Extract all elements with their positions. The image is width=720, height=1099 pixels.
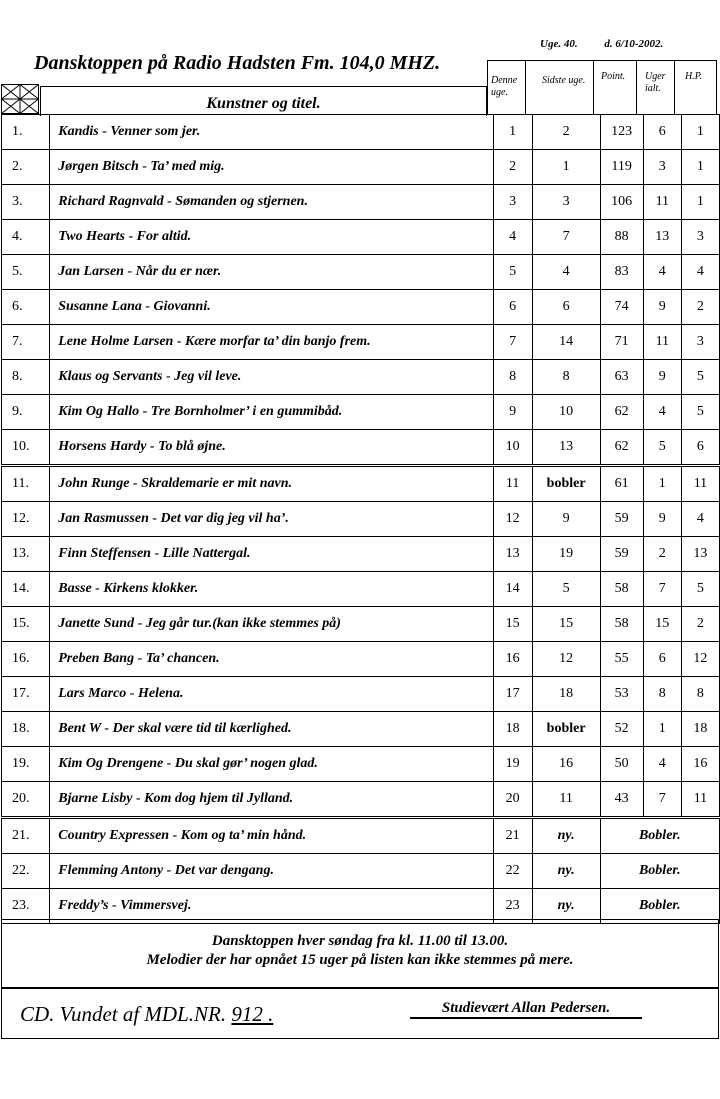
points: 58 [600, 607, 643, 642]
points: 74 [600, 290, 643, 325]
this-week: 11 [493, 466, 532, 502]
week-number: Uge. 40. [540, 38, 578, 50]
last-week: 11 [532, 782, 600, 818]
points: 62 [600, 395, 643, 430]
artist-title: Two Hearts - For altid. [50, 220, 493, 255]
rank-number: 11. [2, 466, 50, 502]
artist-title: Finn Steffensen - Lille Nattergal. [50, 537, 493, 572]
last-week: ny. [532, 854, 600, 889]
rule-info: Melodier der har opnået 15 uger på listen kan ikke stemmes på mere. [146, 952, 574, 968]
weeks-total: 2 [643, 537, 681, 572]
last-week: bobler [532, 466, 600, 502]
highest-position: 6 [681, 430, 719, 466]
rank-number: 21. [2, 818, 50, 854]
weeks-total: 11 [643, 185, 681, 220]
this-week: 20 [493, 782, 532, 818]
last-week: 18 [532, 677, 600, 712]
weeks-total: 6 [643, 115, 681, 150]
weeks-total: 1 [643, 466, 681, 502]
last-week: bobler [532, 712, 600, 747]
table-row [2, 747, 720, 782]
table-row [2, 572, 720, 607]
highest-position: 16 [681, 747, 719, 782]
last-week: 2 [532, 115, 600, 150]
last-week: 3 [532, 185, 600, 220]
weeks-total: 8 [643, 677, 681, 712]
points: 53 [600, 677, 643, 712]
weeks-total: 6 [643, 642, 681, 677]
broadcast-info: Dansktoppen hver søndag fra kl. 11.00 til 13.00. [211, 933, 509, 949]
highest-position: 5 [681, 360, 719, 395]
cd-winner-label: CD. Vundet af MDL.NR. [20, 1002, 227, 1026]
artist-title: Bjarne Lisby - Kom dog hjem til Jylland. [50, 782, 493, 818]
table-row [2, 642, 720, 677]
weeks-total: 4 [643, 395, 681, 430]
chart-rows [2, 115, 720, 924]
weeks-total: 4 [643, 747, 681, 782]
artist-title: Susanne Lana - Giovanni. [50, 290, 493, 325]
week-info [540, 38, 687, 50]
points: 88 [600, 220, 643, 255]
last-week: 14 [532, 325, 600, 360]
weeks-total: 9 [643, 290, 681, 325]
table-row [2, 466, 720, 502]
last-week: 4 [532, 255, 600, 290]
highest-position: 2 [681, 290, 719, 325]
table-row [2, 537, 720, 572]
artist-title: Flemming Antony - Det var dengang. [50, 854, 493, 889]
points: 43 [600, 782, 643, 818]
table-row [2, 290, 720, 325]
artist-title: John Runge - Skraldemarie er mit navn. [50, 466, 493, 502]
table-row [2, 115, 720, 150]
artist-title: Kim Og Hallo - Tre Bornholmer’ i en gummibåd. [50, 395, 493, 430]
weeks-total: 3 [643, 150, 681, 185]
col-hp: H.P. [675, 60, 717, 114]
winner-number: 912 . [231, 1002, 274, 1026]
rank-number: 20. [2, 782, 50, 818]
cd-winner-box [1, 987, 719, 1039]
points: 58 [600, 572, 643, 607]
weeks-total: 15 [643, 607, 681, 642]
info-box [1, 919, 719, 989]
artist-title: Jørgen Bitsch - Ta’ med mig. [50, 150, 493, 185]
this-week: 1 [493, 115, 532, 150]
artist-title: Jan Rasmussen - Det var dig jeg vil ha’. [50, 502, 493, 537]
this-week: 17 [493, 677, 532, 712]
highest-position: 2 [681, 607, 719, 642]
highest-position: 3 [681, 325, 719, 360]
this-week: 9 [493, 395, 532, 430]
weeks-total: 9 [643, 502, 681, 537]
rank-number: 5. [2, 255, 50, 290]
col-sidste-uge: Sidste uge. [526, 60, 594, 114]
artist-title: Jan Larsen - Når du er nær. [50, 255, 493, 290]
artist-title: Richard Ragnvald - Sømanden og stjernen. [50, 185, 493, 220]
highest-position: 5 [681, 572, 719, 607]
table-row [2, 430, 720, 466]
table-row [2, 360, 720, 395]
points: 59 [600, 537, 643, 572]
rank-number: 3. [2, 185, 50, 220]
chart-table [1, 114, 720, 924]
table-row [2, 502, 720, 537]
highest-position: 13 [681, 537, 719, 572]
this-week: 10 [493, 430, 532, 466]
points: 55 [600, 642, 643, 677]
table-row [2, 150, 720, 185]
this-week: 7 [493, 325, 532, 360]
this-week: 16 [493, 642, 532, 677]
artist-title: Klaus og Servants - Jeg vil leve. [50, 360, 493, 395]
artist-column-header: Kunstner og titel. [40, 86, 487, 116]
points: 123 [600, 115, 643, 150]
this-week: 3 [493, 185, 532, 220]
last-week: 15 [532, 607, 600, 642]
rank-number: 4. [2, 220, 50, 255]
this-week: 12 [493, 502, 532, 537]
last-week: 16 [532, 747, 600, 782]
points: 50 [600, 747, 643, 782]
table-row [2, 220, 720, 255]
last-week: 6 [532, 290, 600, 325]
weeks-total: 1 [643, 712, 681, 747]
crossed-header-cell [1, 84, 39, 114]
points: 119 [600, 150, 643, 185]
this-week: 14 [493, 572, 532, 607]
cd-winner-text [20, 1002, 273, 1027]
artist-title: Freddy’s - Vimmersvej. [50, 889, 493, 924]
highest-position: 1 [681, 115, 719, 150]
last-week: 5 [532, 572, 600, 607]
weeks-total: 7 [643, 572, 681, 607]
bubble-row [2, 854, 720, 889]
studio-host: Studievært Allan Pedersen. [410, 1000, 642, 1019]
rank-number: 18. [2, 712, 50, 747]
rank-number: 7. [2, 325, 50, 360]
page-title: Dansktoppen på Radio Hadsten Fm. 104,0 MHZ. [34, 52, 441, 74]
artist-title: Preben Bang - Ta’ chancen. [50, 642, 493, 677]
rank-number: 17. [2, 677, 50, 712]
last-week: 8 [532, 360, 600, 395]
rank-number: 22. [2, 854, 50, 889]
rank-number: 23. [2, 889, 50, 924]
rank-number: 13. [2, 537, 50, 572]
table-row [2, 712, 720, 747]
weeks-total: 4 [643, 255, 681, 290]
last-week: ny. [532, 818, 600, 854]
highest-position: 5 [681, 395, 719, 430]
highest-position: 11 [681, 466, 719, 502]
rank-number: 19. [2, 747, 50, 782]
col-uger-ialt: Uger ialt. [637, 60, 675, 114]
rank-number: 2. [2, 150, 50, 185]
artist-title: Country Expressen - Kom og ta’ min hånd. [50, 818, 493, 854]
points: 63 [600, 360, 643, 395]
weeks-total: 5 [643, 430, 681, 466]
this-week: 6 [493, 290, 532, 325]
this-week: 13 [493, 537, 532, 572]
table-row [2, 325, 720, 360]
this-week: 5 [493, 255, 532, 290]
bubble-row [2, 818, 720, 854]
artist-title: Kim Og Drengene - Du skal gør’ nogen glad. [50, 747, 493, 782]
this-week: 8 [493, 360, 532, 395]
last-week: 9 [532, 502, 600, 537]
table-row [2, 677, 720, 712]
highest-position: 11 [681, 782, 719, 818]
points: 62 [600, 430, 643, 466]
this-week: 23 [493, 889, 532, 924]
highest-position: 4 [681, 502, 719, 537]
rank-number: 6. [2, 290, 50, 325]
table-row [2, 782, 720, 818]
bubble-status: Bobler. [600, 854, 719, 889]
this-week: 15 [493, 607, 532, 642]
artist-title: Kandis - Venner som jer. [50, 115, 493, 150]
rank-number: 15. [2, 607, 50, 642]
last-week: 1 [532, 150, 600, 185]
table-row [2, 395, 720, 430]
rank-number: 14. [2, 572, 50, 607]
artist-title: Janette Sund - Jeg går tur.(kan ikke stemmes på) [50, 607, 493, 642]
rank-number: 1. [2, 115, 50, 150]
bubble-status: Bobler. [600, 889, 719, 924]
bubble-status: Bobler. [600, 818, 719, 854]
highest-position: 1 [681, 150, 719, 185]
points: 71 [600, 325, 643, 360]
rank-number: 9. [2, 395, 50, 430]
last-week: 10 [532, 395, 600, 430]
points: 61 [600, 466, 643, 502]
rank-number: 8. [2, 360, 50, 395]
highest-position: 3 [681, 220, 719, 255]
weeks-total: 7 [643, 782, 681, 818]
rank-number: 12. [2, 502, 50, 537]
col-denne-uge: Denne uge. [487, 60, 526, 114]
highest-position: 8 [681, 677, 719, 712]
header-columns [487, 60, 717, 114]
rank-number: 16. [2, 642, 50, 677]
artist-title: Basse - Kirkens klokker. [50, 572, 493, 607]
artist-title: Lene Holme Larsen - Kære morfar ta’ din banjo frem. [50, 325, 493, 360]
artist-title: Bent W - Der skal være tid til kærlighed. [50, 712, 493, 747]
last-week: 7 [532, 220, 600, 255]
highest-position: 12 [681, 642, 719, 677]
chart-date: d. 6/10-2002. [604, 38, 664, 50]
last-week: 12 [532, 642, 600, 677]
points: 52 [600, 712, 643, 747]
this-week: 21 [493, 818, 532, 854]
table-row [2, 255, 720, 290]
this-week: 22 [493, 854, 532, 889]
artist-title: Lars Marco - Helena. [50, 677, 493, 712]
this-week: 2 [493, 150, 532, 185]
table-row [2, 607, 720, 642]
points: 106 [600, 185, 643, 220]
col-point: Point. [594, 60, 637, 114]
this-week: 18 [493, 712, 532, 747]
last-week: ny. [532, 889, 600, 924]
artist-title: Horsens Hardy - To blå øjne. [50, 430, 493, 466]
this-week: 4 [493, 220, 532, 255]
highest-position: 4 [681, 255, 719, 290]
last-week: 13 [532, 430, 600, 466]
points: 59 [600, 502, 643, 537]
points: 83 [600, 255, 643, 290]
weeks-total: 9 [643, 360, 681, 395]
rank-number: 10. [2, 430, 50, 466]
weeks-total: 13 [643, 220, 681, 255]
highest-position: 1 [681, 185, 719, 220]
weeks-total: 11 [643, 325, 681, 360]
highest-position: 18 [681, 712, 719, 747]
table-row [2, 185, 720, 220]
last-week: 19 [532, 537, 600, 572]
this-week: 19 [493, 747, 532, 782]
